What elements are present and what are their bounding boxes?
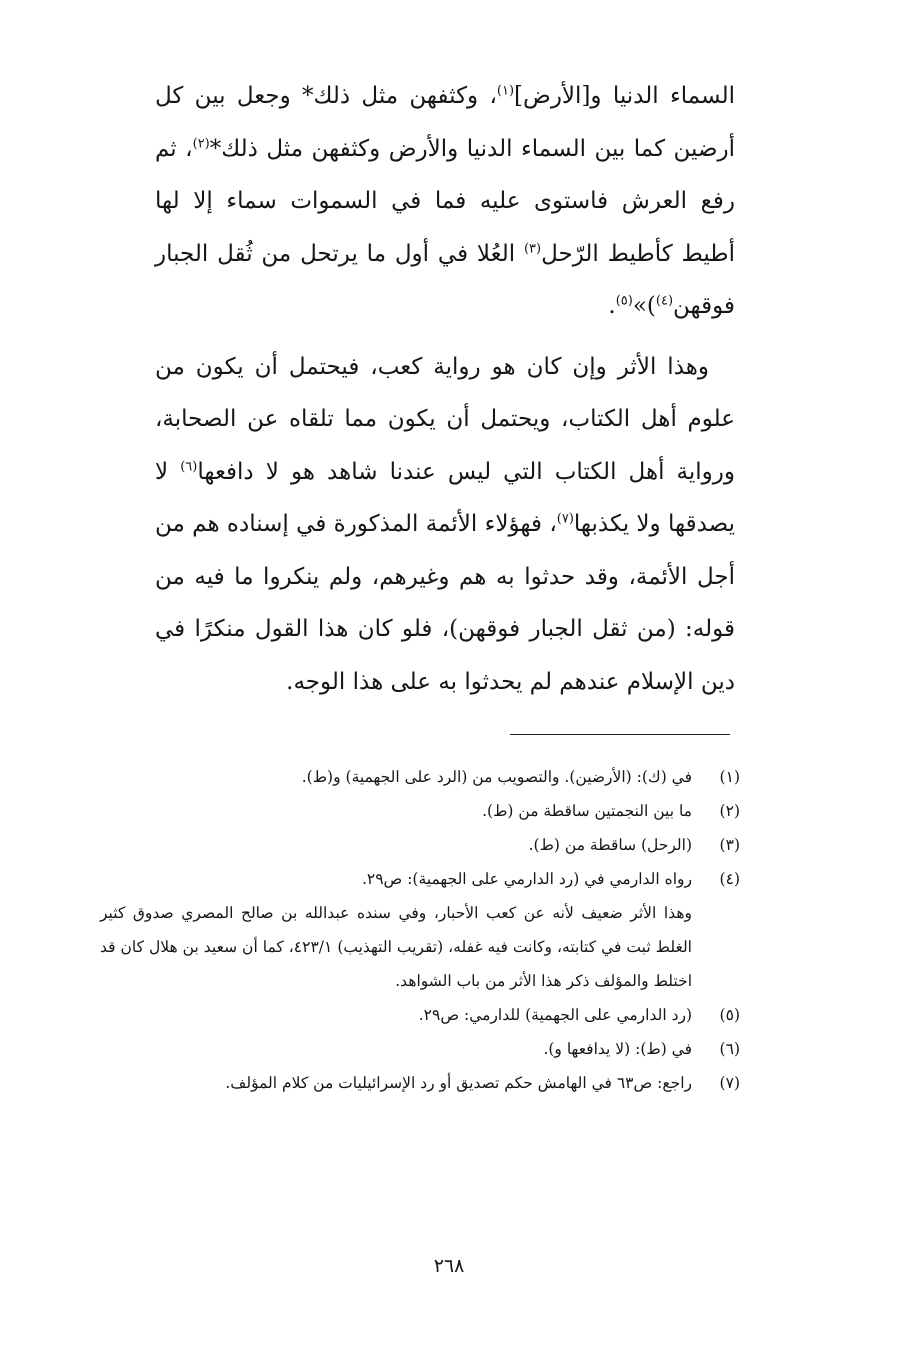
text-run: لا يصدقها ولا يكذبها: [155, 458, 735, 537]
footnote-number: (٢): [719, 802, 740, 820]
footnote-divider: [510, 734, 730, 735]
text-run: العُلا في أول ما يرتحل من ثُقل الجبار فوقهن: [155, 240, 735, 319]
footnotes: [100, 760, 740, 1100]
text-run: السماء الدنيا و[الأرض]: [514, 83, 735, 109]
text-run: .: [608, 293, 616, 319]
footnote-number: (٧): [719, 1074, 740, 1092]
main-text: [155, 70, 735, 708]
page-number: ٢٦٨: [433, 1255, 465, 1277]
footnote-number: (٥): [719, 1006, 740, 1024]
footnote-text: في (ط): (لا يدافعها و).: [543, 1040, 692, 1058]
paragraph-1: [155, 70, 735, 333]
text-run: )»: [632, 293, 656, 319]
footnote-text: (الرحل) ساقطة من (ط).: [528, 836, 692, 854]
footnote-ref-7: (٧): [556, 511, 574, 527]
footnote-4: [100, 862, 740, 998]
text-run: ، فهؤلاء الأئمة المذكورة في إسناده هم من أجل الأئمة، وقد حدثوا به هم وغيرهم، ولم ينكروا ما فيه من قوله: (من ثقل الجبار فوقهن)، فلو كان هذا القول منكرًا في دين الإسلام عندهم لم يحدثوا به على هذا الوجه.: [155, 511, 735, 695]
footnote-7: [100, 1066, 740, 1100]
footnote-ref-3: (٣): [523, 240, 542, 256]
footnote-text-block: [100, 862, 692, 998]
footnote-text: (رد الدارمي على الجهمية) للدارمي: ص٢٩.: [418, 1006, 692, 1024]
footnote-ref-1: (١): [496, 83, 515, 99]
footnote-ref-5: (٥): [615, 293, 633, 309]
paragraph-2: [155, 341, 735, 709]
footnote-1: [100, 760, 740, 794]
footnote-text: وهذا الأثر ضعيف لأنه عن كعب الأحبار، وفي سنده عبدالله بن صالح المصري صدوق كثير الغلط ثبت في كتابته، وكانت فيه غفله، (تقريب التهذيب) ٤٢٣/١، كما أن سعيد بن هلال كان قد اختلط والمؤلف ذكر هذا الأثر من باب الشواهد.: [100, 904, 692, 990]
footnote-ref-4: (٤): [655, 293, 674, 309]
footnote-3: [100, 828, 740, 862]
footnote-text: راجع: ص٦٣ في الهامش حكم تصديق أو رد الإسرائيليات من كلام المؤلف.: [225, 1074, 692, 1092]
footnote-number: (٣): [719, 836, 740, 854]
text-run: ، وكثفهن مثل ذلك* وجعل بين كل أرضين كما بين السماء الدنيا والأرض وكثفهن مثل ذلك*: [155, 83, 735, 162]
footnote-number: (٦): [719, 1040, 740, 1058]
footnote-text: رواه الدارمي في (رد الدارمي على الجهمية): ص٢٩.: [361, 870, 692, 888]
footnote-5: [100, 998, 740, 1032]
text-run: وهذا الأثر وإن كان هو رواية كعب، فيحتمل أن يكون من علوم أهل الكتاب، ويحتمل أن يكون مما تلقاه عن الصحابة، ورواية أهل الكتاب التي ليس عندنا شاهد هو لا دافعها: [155, 353, 735, 485]
footnote-2: [100, 794, 740, 828]
text-run: ، ثم رفع العرش فاستوى عليه فما في السموات سماء إلا لها أطيط كأطيط الرّحل: [155, 135, 735, 267]
footnote-number: (٤): [719, 870, 740, 888]
footnote-number: (١): [719, 768, 740, 786]
footnote-text: ما بين النجمتين ساقطة من (ط).: [482, 802, 692, 820]
footnote-text: في (ك): (الأرضين). والتصويب من (الرد على الجهمية) و(ط).: [301, 768, 692, 786]
footnote-ref-6: (٦): [180, 458, 198, 474]
footnote-ref-2: (٢): [192, 135, 210, 151]
footnote-6: [100, 1032, 740, 1066]
